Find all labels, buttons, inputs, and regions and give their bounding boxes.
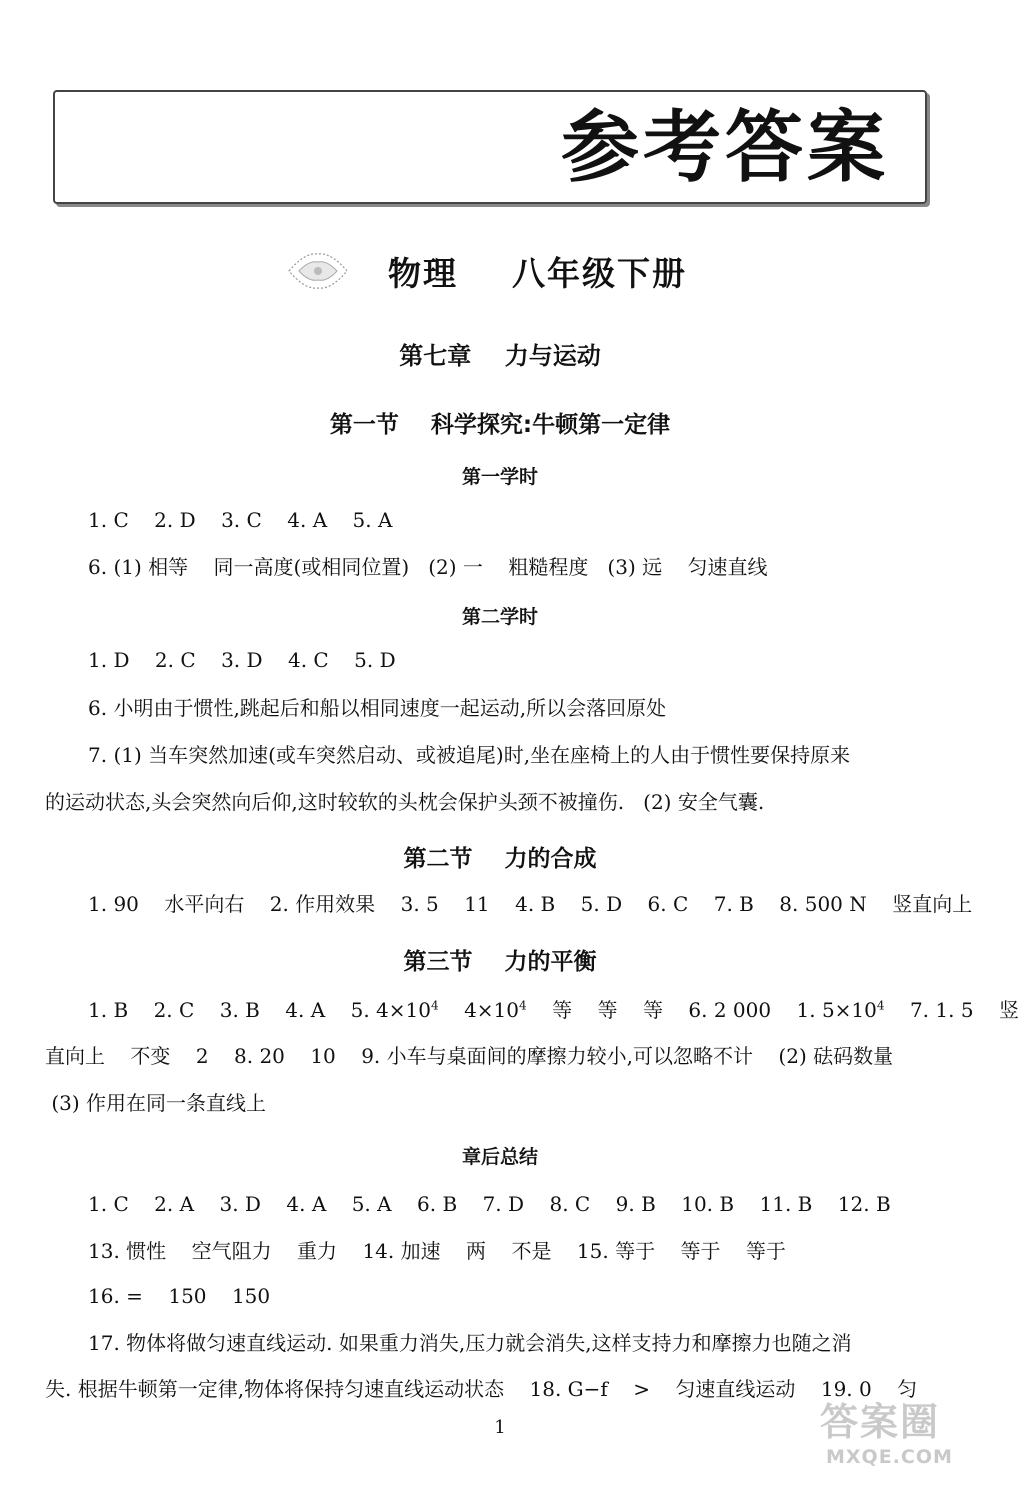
watermark-logo [820, 1400, 990, 1485]
answer-line: 1. C 2. D 3. C 4. A 5. A [88, 508, 393, 532]
answer-line: 的运动状态,头会突然向后仰,这时较软的头枕会保护头颈不被撞伤. (2) 安全气囊. [45, 790, 765, 814]
section-2-title: 第二节 力的合成 [403, 846, 597, 872]
answer-line: 直向上 不变 2 8. 20 10 9. 小车与桌面间的摩擦力较小,可以忽略不计 (2) 砝码数量 [45, 1044, 894, 1068]
answer-line: 1. C 2. A 3. D 4. A 5. A 6. B 7. D 8. C 9. B 10. B 11. B 12. B [88, 1192, 891, 1216]
lesson-2-heading: 第二学时 [461, 606, 538, 628]
answer-line: 1. D 2. C 3. D 4. C 5. D [88, 648, 396, 672]
answer-line: 1. 90 水平向右 2. 作用效果 3. 5 11 4. B 5. D 6. C 7. B 8. 500 N 竖直向上 [88, 892, 973, 916]
chapter-title: 第七章 力与运动 [399, 342, 601, 370]
watermark-text: 答案圈 [820, 1400, 941, 1444]
answer-line: 17. 物体将做匀速直线运动. 如果重力消失,压力就会消失,这样支持力和摩擦力也随之消 [88, 1331, 852, 1355]
ornament-icon [285, 248, 351, 294]
answer-line: 1. B 2. C 3. B 4. A 5. $4\times 10^4$ $4\times 10^4$ 等 等 等 6. 2 000 1. $5\times 10^4$ 7. 1. 5 竖 [88, 998, 1019, 1022]
lesson-1-heading: 第一学时 [461, 466, 538, 488]
answer-line: 7. (1) 当车突然加速(或车突然启动、或被追尾)时,坐在座椅上的人由于惯性要保持原来 [88, 743, 851, 767]
summary-heading: 章后总结 [461, 1146, 538, 1168]
answer-line: 6. 小明由于惯性,跳起后和船以相同速度一起运动,所以会落回原处 [88, 696, 667, 720]
answer-line: 16. = 150 150 [88, 1284, 271, 1308]
book-title: 物理 八年级下册 [388, 254, 687, 293]
answer-line: 6. (1) 相等 同一高度(或相同位置) (2) 一 粗糙程度 (3) 远 匀速直线 [88, 555, 768, 579]
title-banner [53, 90, 927, 204]
answer-line: (3) 作用在同一条直线上 [45, 1091, 267, 1115]
answer-line: 失. 根据牛顿第一定律,物体将保持匀速直线运动状态 18. G−f > 匀速直线运动 19. 0 匀 [45, 1377, 918, 1401]
section-3-title: 第三节 力的平衡 [403, 949, 597, 975]
banner-title: 参考答案 [560, 103, 889, 193]
answer-line: 13. 惯性 空气阻力 重力 14. 加速 两 不是 15. 等于 等于 等于 [88, 1239, 786, 1263]
page-number: 1 [494, 1417, 506, 1438]
watermark-url: MXQE.COM [826, 1446, 953, 1468]
section-1-title: 第一节 科学探究:牛顿第一定律 [329, 412, 671, 438]
